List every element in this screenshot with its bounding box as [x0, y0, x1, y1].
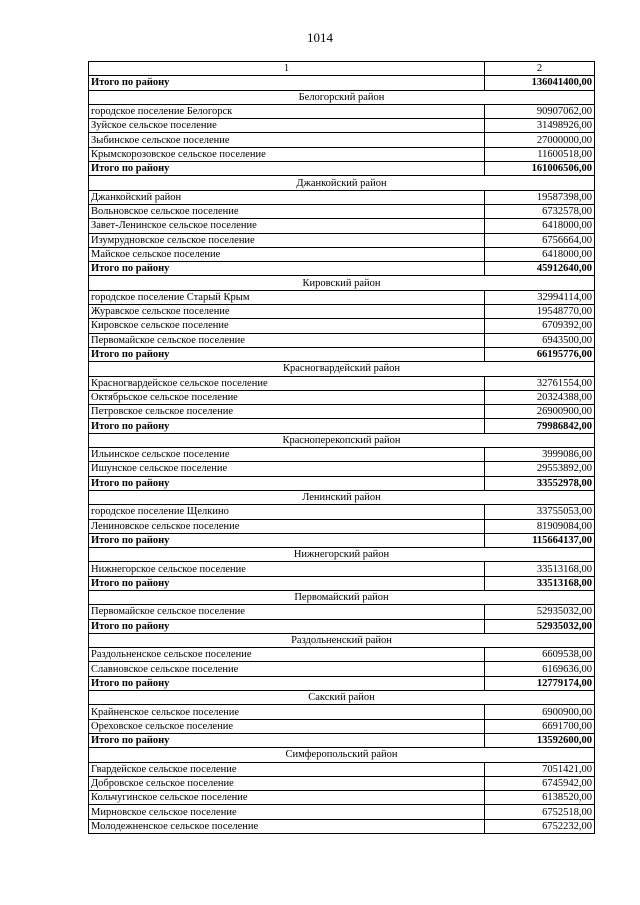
- settlement-name: Гвардейское сельское поселение: [89, 762, 485, 776]
- table-row: [89, 247, 595, 261]
- district-total-row: [89, 347, 595, 361]
- budget-table: [88, 61, 595, 834]
- table-row: [89, 147, 595, 161]
- district-total-row: [89, 76, 595, 90]
- table-row: [89, 662, 595, 676]
- settlement-name: Раздольненское сельское поселение: [89, 648, 485, 662]
- settlement-name: Добровское сельское поселение: [89, 776, 485, 790]
- total-amount: 52935032,00: [485, 619, 595, 633]
- settlement-name: Изумрудновское сельское поселение: [89, 233, 485, 247]
- district-total-row: [89, 676, 595, 690]
- table-row: [89, 719, 595, 733]
- settlement-name: Первомайское сельское поселение: [89, 333, 485, 347]
- table-row: [89, 133, 595, 147]
- amount: 6418000,00: [485, 247, 595, 261]
- total-label: Итого по району: [89, 76, 485, 90]
- table-row: [89, 776, 595, 790]
- table-row: [89, 519, 595, 533]
- settlement-name: Ильинское сельское поселение: [89, 448, 485, 462]
- page-number: 1014: [307, 30, 333, 45]
- amount: 6943500,00: [485, 333, 595, 347]
- district-header-row: [89, 633, 595, 647]
- amount: 6418000,00: [485, 219, 595, 233]
- table-row: [89, 819, 595, 833]
- total-label: Итого по району: [89, 347, 485, 361]
- settlement-name: Мирновское сельское поселение: [89, 805, 485, 819]
- amount: 6752518,00: [485, 805, 595, 819]
- amount: 33755053,00: [485, 505, 595, 519]
- district-header-row: [89, 362, 595, 376]
- district-name: Симферопольский район: [89, 748, 595, 762]
- table-row: [89, 204, 595, 218]
- table-row: [89, 462, 595, 476]
- district-name: Кировский район: [89, 276, 595, 290]
- table-row: [89, 376, 595, 390]
- table-row: [89, 791, 595, 805]
- settlement-name: Лениновское сельское поселение: [89, 519, 485, 533]
- amount: 32994114,00: [485, 290, 595, 304]
- district-name: Ленинский район: [89, 490, 595, 504]
- amount: 6691700,00: [485, 719, 595, 733]
- settlement-name: Ишунское сельское поселение: [89, 462, 485, 476]
- amount: 6709392,00: [485, 319, 595, 333]
- amount: 6609538,00: [485, 648, 595, 662]
- district-total-row: [89, 162, 595, 176]
- district-total-row: [89, 476, 595, 490]
- district-header-row: [89, 748, 595, 762]
- district-header-row: [89, 490, 595, 504]
- total-amount: 161006506,00: [485, 162, 595, 176]
- settlement-name: Вольновское сельское поселение: [89, 204, 485, 218]
- district-header-row: [89, 176, 595, 190]
- total-amount: 115664137,00: [485, 533, 595, 547]
- column-1-header: 1: [89, 62, 485, 76]
- settlement-name: Майское сельское поселение: [89, 247, 485, 261]
- settlement-name: Кольчугинское сельское поселение: [89, 791, 485, 805]
- table-row: [89, 219, 595, 233]
- table-row: [89, 762, 595, 776]
- settlement-name: городское поселение Старый Крым: [89, 290, 485, 304]
- table-row: [89, 305, 595, 319]
- amount: 31498926,00: [485, 119, 595, 133]
- table-row: [89, 290, 595, 304]
- total-amount: 79986842,00: [485, 419, 595, 433]
- settlement-name: Кировское сельское поселение: [89, 319, 485, 333]
- amount: 6138520,00: [485, 791, 595, 805]
- amount: 6745942,00: [485, 776, 595, 790]
- district-header-row: [89, 90, 595, 104]
- total-label: Итого по району: [89, 576, 485, 590]
- settlement-name: Славновское сельское поселение: [89, 662, 485, 676]
- district-header-row: [89, 691, 595, 705]
- total-amount: 45912640,00: [485, 262, 595, 276]
- settlement-name: Крымскорозовское сельское поселение: [89, 147, 485, 161]
- amount: 29553892,00: [485, 462, 595, 476]
- total-amount: 12779174,00: [485, 676, 595, 690]
- settlement-name: Крайненское сельское поселение: [89, 705, 485, 719]
- amount: 81909084,00: [485, 519, 595, 533]
- total-amount: 33513168,00: [485, 576, 595, 590]
- amount: 19548770,00: [485, 305, 595, 319]
- total-amount: 13592600,00: [485, 733, 595, 747]
- district-total-row: [89, 262, 595, 276]
- amount: 27000000,00: [485, 133, 595, 147]
- district-name: Раздольненский район: [89, 633, 595, 647]
- table-row: [89, 405, 595, 419]
- table-row: [89, 319, 595, 333]
- table-row: [89, 562, 595, 576]
- amount: 19587398,00: [485, 190, 595, 204]
- settlement-name: Журавское сельское поселение: [89, 305, 485, 319]
- amount: 33513168,00: [485, 562, 595, 576]
- total-label: Итого по району: [89, 733, 485, 747]
- settlement-name: Молодежненское сельское поселение: [89, 819, 485, 833]
- table-row: [89, 104, 595, 118]
- table-row: [89, 119, 595, 133]
- total-label: Итого по району: [89, 262, 485, 276]
- amount: 90907062,00: [485, 104, 595, 118]
- settlement-name: городское поселение Белогорск: [89, 104, 485, 118]
- district-total-row: [89, 733, 595, 747]
- settlement-name: Завет-Ленинское сельское поселение: [89, 219, 485, 233]
- district-name: Джанкойский район: [89, 176, 595, 190]
- amount: 6900900,00: [485, 705, 595, 719]
- table-row: [89, 505, 595, 519]
- total-label: Итого по району: [89, 419, 485, 433]
- settlement-name: Джанкойский район: [89, 190, 485, 204]
- district-total-row: [89, 619, 595, 633]
- amount: 11600518,00: [485, 147, 595, 161]
- total-amount: 33552978,00: [485, 476, 595, 490]
- settlement-name: Петровское сельское поселение: [89, 405, 485, 419]
- table-row: [89, 333, 595, 347]
- amount: 7051421,00: [485, 762, 595, 776]
- district-name: Красноперекопский район: [89, 433, 595, 447]
- district-name: Красногвардейский район: [89, 362, 595, 376]
- amount: 3999086,00: [485, 448, 595, 462]
- district-name: Нижнегорский район: [89, 548, 595, 562]
- amount: 6752232,00: [485, 819, 595, 833]
- amount: 6169636,00: [485, 662, 595, 676]
- table-row: [89, 390, 595, 404]
- district-header-row: [89, 590, 595, 604]
- settlement-name: Красногвардейское сельское поселение: [89, 376, 485, 390]
- total-label: Итого по району: [89, 162, 485, 176]
- amount: 32761554,00: [485, 376, 595, 390]
- settlement-name: Октябрьское сельское поселение: [89, 390, 485, 404]
- district-header-row: [89, 548, 595, 562]
- table-row: [89, 190, 595, 204]
- table-row: [89, 233, 595, 247]
- total-label: Итого по району: [89, 619, 485, 633]
- amount: 52935032,00: [485, 605, 595, 619]
- settlement-name: Ореховское сельское поселение: [89, 719, 485, 733]
- table-row: [89, 648, 595, 662]
- district-name: Первомайский район: [89, 590, 595, 604]
- total-label: Итого по району: [89, 676, 485, 690]
- district-total-row: [89, 576, 595, 590]
- settlement-name: Нижнегорское сельское поселение: [89, 562, 485, 576]
- district-header-row: [89, 433, 595, 447]
- settlement-name: Зуйское сельское поселение: [89, 119, 485, 133]
- table-row: [89, 605, 595, 619]
- district-total-row: [89, 419, 595, 433]
- table-row: [89, 805, 595, 819]
- column-2-header: 2: [485, 62, 595, 76]
- table-row: [89, 448, 595, 462]
- amount: 6732578,00: [485, 204, 595, 218]
- table-header-row: [89, 62, 595, 76]
- district-total-row: [89, 533, 595, 547]
- table-row: [89, 705, 595, 719]
- total-amount: 136041400,00: [485, 76, 595, 90]
- settlement-name: Первомайское сельское поселение: [89, 605, 485, 619]
- amount: 20324388,00: [485, 390, 595, 404]
- amount: 6756664,00: [485, 233, 595, 247]
- district-name: Сакский район: [89, 691, 595, 705]
- total-amount: 66195776,00: [485, 347, 595, 361]
- settlement-name: Зыбинское сельское поселение: [89, 133, 485, 147]
- amount: 26900900,00: [485, 405, 595, 419]
- total-label: Итого по району: [89, 476, 485, 490]
- total-label: Итого по району: [89, 533, 485, 547]
- district-name: Белогорский район: [89, 90, 595, 104]
- district-header-row: [89, 276, 595, 290]
- settlement-name: городское поселение Щелкино: [89, 505, 485, 519]
